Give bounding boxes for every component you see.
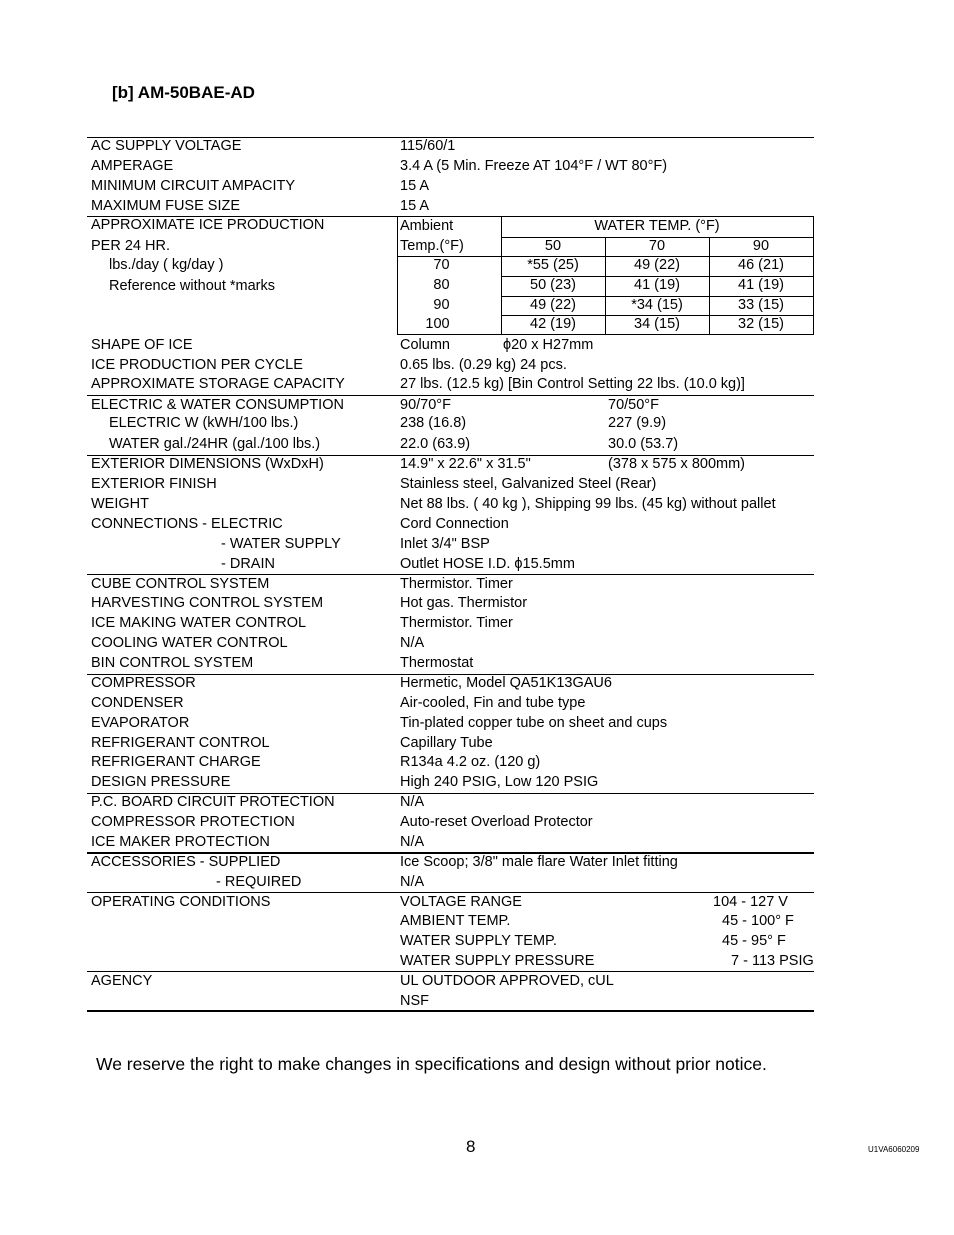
table-cell: 32 (15) bbox=[738, 316, 784, 332]
spec-label: BIN CONTROL SYSTEM bbox=[91, 655, 254, 671]
spec-label: AMPERAGE bbox=[91, 158, 174, 174]
spec-label: REFRIGERANT CONTROL bbox=[91, 735, 270, 751]
spec-value: R134a 4.2 oz. (120 g) bbox=[400, 754, 541, 770]
spec-label: - DRAIN bbox=[221, 556, 275, 572]
spec-label: SHAPE OF ICE bbox=[91, 337, 193, 353]
condition-value: 45 - 100° F bbox=[722, 913, 794, 929]
spec-value: Ice Scoop; 3/8" male flare Water Inlet fitting bbox=[400, 854, 678, 870]
spec-value: High 240 PSIG, Low 120 PSIG bbox=[400, 774, 599, 790]
spec-value: Thermostat bbox=[400, 655, 474, 671]
spec-label: ICE MAKING WATER CONTROL bbox=[91, 615, 307, 631]
spec-label: ELECTRIC W (kWH/100 lbs.) bbox=[109, 415, 299, 431]
water-temp: 90 bbox=[752, 238, 770, 254]
spec-value: Net 88 lbs. ( 40 kg ), Shipping 99 lbs. (45 kg) without pallet bbox=[400, 496, 776, 512]
spec-value: NSF bbox=[400, 993, 429, 1009]
spec-label: CONDENSER bbox=[91, 695, 184, 711]
spec-value: ϕ20 x H27mm bbox=[503, 337, 594, 353]
spec-value: 227 (9.9) bbox=[608, 415, 667, 431]
condition-value: 45 - 95° F bbox=[722, 933, 786, 949]
document-code: U1VA6060209 bbox=[868, 1145, 920, 1154]
spec-label: REFRIGERANT CHARGE bbox=[91, 754, 261, 770]
table-cell: 50 (23) bbox=[530, 277, 576, 293]
spec-value: UL OUTDOOR APPROVED, cUL bbox=[400, 973, 614, 989]
ice-production-label: PER 24 HR. bbox=[91, 238, 170, 254]
spec-label: EVAPORATOR bbox=[91, 715, 190, 731]
ambient-header: Ambient bbox=[400, 218, 454, 234]
ambient-temp: 90 bbox=[433, 297, 450, 313]
section-title: [b] AM-50BAE-AD bbox=[112, 83, 255, 102]
page-number: 8 bbox=[466, 1137, 476, 1156]
consumption-col: 90/70°F bbox=[400, 397, 451, 413]
water-temp-header: WATER TEMP. (°F) bbox=[594, 218, 720, 234]
table-cell: 49 (22) bbox=[634, 257, 680, 273]
disclaimer-notice: We reserve the right to make changes in specifications and design without prior notice. bbox=[96, 1054, 767, 1074]
spec-value: Tin-plated copper tube on sheet and cups bbox=[400, 715, 668, 731]
spec-value: 238 (16.8) bbox=[400, 415, 467, 431]
condition-value: 104 - 127 V bbox=[713, 894, 788, 910]
spec-value: Column bbox=[400, 337, 450, 353]
table-cell: 33 (15) bbox=[738, 297, 784, 313]
spec-value: 27 lbs. (12.5 kg) [Bin Control Setting 22 lbs. (10.0 kg)] bbox=[400, 376, 745, 392]
ice-production-label: APPROXIMATE ICE PRODUCTION bbox=[91, 217, 325, 233]
spec-label: AC SUPPLY VOLTAGE bbox=[91, 138, 242, 154]
water-temp: 70 bbox=[648, 238, 666, 254]
ice-production-table bbox=[397, 216, 814, 335]
spec-label: P.C. BOARD CIRCUIT PROTECTION bbox=[91, 794, 335, 810]
rule bbox=[87, 1010, 814, 1012]
spec-value: 15 A bbox=[400, 198, 430, 214]
spec-label: EXTERIOR DIMENSIONS (WxDxH) bbox=[91, 456, 324, 472]
spec-label: ELECTRIC & WATER CONSUMPTION bbox=[91, 397, 344, 413]
spec-value: Hermetic, Model QA51K13GAU6 bbox=[400, 675, 612, 691]
water-temp: 50 bbox=[544, 238, 562, 254]
spec-value: Hot gas. Thermistor bbox=[400, 595, 528, 611]
spec-value: Air-cooled, Fin and tube type bbox=[400, 695, 586, 711]
spec-label: CUBE CONTROL SYSTEM bbox=[91, 576, 270, 592]
spec-value: Capillary Tube bbox=[400, 735, 493, 751]
spec-label: HARVESTING CONTROL SYSTEM bbox=[91, 595, 324, 611]
ambient-temp: 70 bbox=[433, 257, 450, 273]
spec-label: - WATER SUPPLY bbox=[221, 536, 341, 552]
spec-label: ICE MAKER PROTECTION bbox=[91, 834, 270, 850]
spec-value: 15 A bbox=[400, 178, 430, 194]
consumption-col: 70/50°F bbox=[608, 397, 659, 413]
spec-label: EXTERIOR FINISH bbox=[91, 476, 217, 492]
spec-label: APPROXIMATE STORAGE CAPACITY bbox=[91, 376, 345, 392]
spec-label: WATER gal./24HR (gal./100 lbs.) bbox=[109, 436, 321, 452]
table-cell: 49 (22) bbox=[530, 297, 576, 313]
spec-label: MAXIMUM FUSE SIZE bbox=[91, 198, 241, 214]
spec-label: COMPRESSOR bbox=[91, 675, 196, 691]
spec-value: N/A bbox=[400, 635, 425, 651]
spec-value: 3.4 A (5 Min. Freeze AT 104°F / WT 80°F) bbox=[400, 158, 668, 174]
spec-label: ACCESSORIES - SUPPLIED bbox=[91, 854, 281, 870]
spec-value: N/A bbox=[400, 874, 425, 890]
spec-label: WEIGHT bbox=[91, 496, 149, 512]
spec-value: Thermistor. Timer bbox=[400, 615, 513, 631]
ice-production-note: Reference without *marks bbox=[109, 278, 276, 294]
spec-value: 30.0 (53.7) bbox=[608, 436, 679, 452]
table-cell: *34 (15) bbox=[631, 297, 683, 313]
condition-name: WATER SUPPLY PRESSURE bbox=[400, 953, 595, 969]
spec-value: Inlet 3/4" BSP bbox=[400, 536, 490, 552]
spec-value: Outlet HOSE I.D. ϕ15.5mm bbox=[400, 556, 575, 572]
spec-value: Cord Connection bbox=[400, 516, 509, 532]
ambient-temp: 100 bbox=[425, 316, 450, 332]
table-cell: *55 (25) bbox=[527, 257, 579, 273]
table-cell: 42 (19) bbox=[530, 316, 576, 332]
spec-label: - REQUIRED bbox=[216, 874, 302, 890]
spec-value: N/A bbox=[400, 834, 425, 850]
ice-production-unit: lbs./day ( kg/day ) bbox=[109, 257, 224, 273]
spec-label: COOLING WATER CONTROL bbox=[91, 635, 288, 651]
spec-value: Stainless steel, Galvanized Steel (Rear) bbox=[400, 476, 657, 492]
spec-label: COMPRESSOR PROTECTION bbox=[91, 814, 295, 830]
spec-value: 22.0 (63.9) bbox=[400, 436, 471, 452]
spec-label: ICE PRODUCTION PER CYCLE bbox=[91, 357, 303, 373]
spec-value: 14.9" x 22.6" x 31.5" bbox=[400, 456, 531, 472]
spec-value: Auto-reset Overload Protector bbox=[400, 814, 593, 830]
spec-value: Thermistor. Timer bbox=[400, 576, 513, 592]
table-cell: 41 (19) bbox=[738, 277, 784, 293]
spec-value: N/A bbox=[400, 794, 425, 810]
condition-name: WATER SUPPLY TEMP. bbox=[400, 933, 557, 949]
condition-name: AMBIENT TEMP. bbox=[400, 913, 511, 929]
spec-label: CONNECTIONS - ELECTRIC bbox=[91, 516, 283, 532]
table-cell: 46 (21) bbox=[738, 257, 784, 273]
ambient-temp: 80 bbox=[433, 277, 450, 293]
spec-label: AGENCY bbox=[91, 973, 153, 989]
condition-name: VOLTAGE RANGE bbox=[400, 894, 522, 910]
spec-value: 115/60/1 bbox=[400, 138, 456, 154]
spec-label: DESIGN PRESSURE bbox=[91, 774, 231, 790]
spec-value: (378 x 575 x 800mm) bbox=[608, 456, 746, 472]
spec-label: OPERATING CONDITIONS bbox=[91, 894, 271, 910]
table-cell: 41 (19) bbox=[634, 277, 680, 293]
spec-value: 0.65 lbs. (0.29 kg) 24 pcs. bbox=[400, 357, 567, 373]
condition-value: 7 - 113 PSIG bbox=[731, 953, 814, 969]
temp-header: Temp.(°F) bbox=[400, 238, 464, 254]
spec-label: MINIMUM CIRCUIT AMPACITY bbox=[91, 178, 296, 194]
table-cell: 34 (15) bbox=[634, 316, 680, 332]
